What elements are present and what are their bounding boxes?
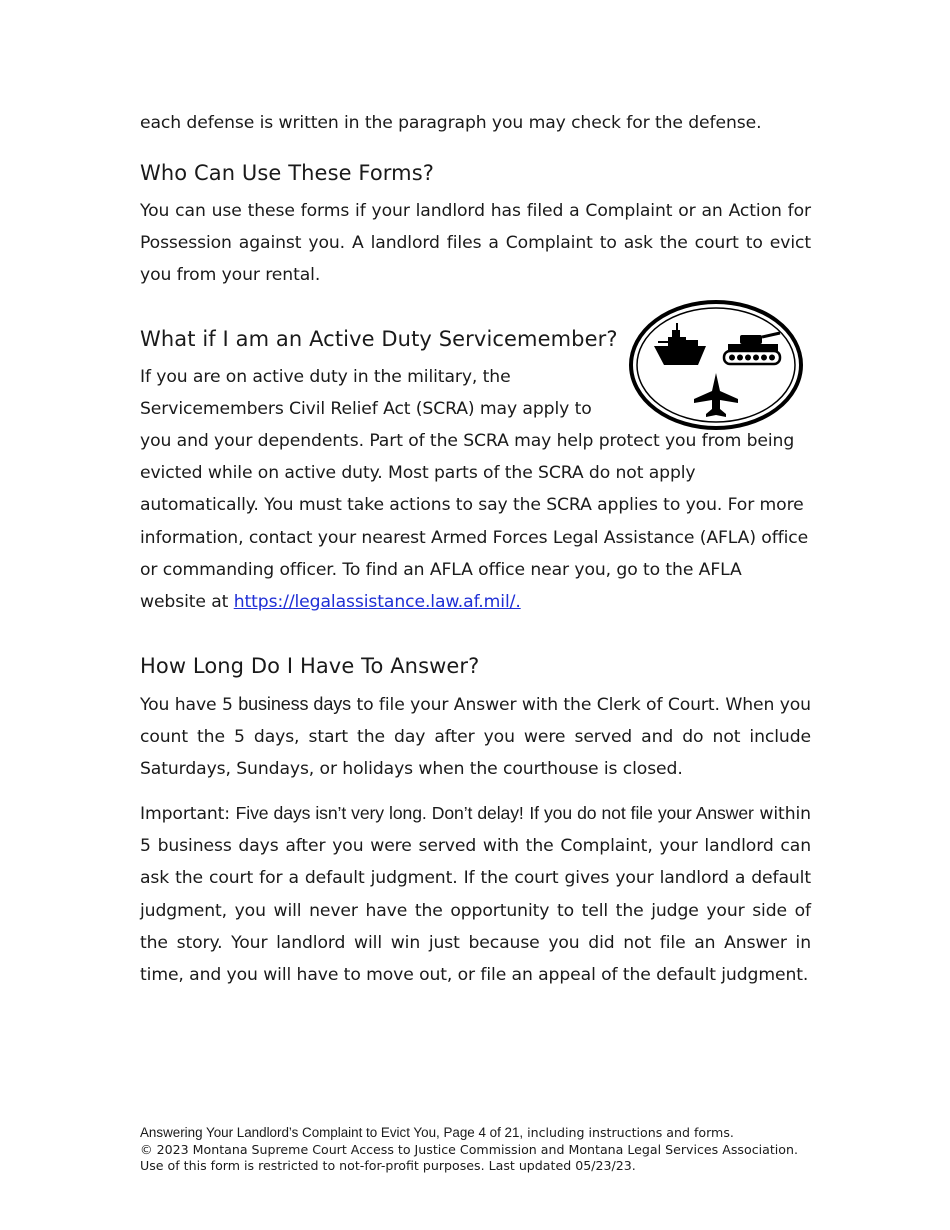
page-footer [140,1125,820,1175]
heading-who-can-use: Who Can Use These Forms? [140,161,435,185]
heading-active-duty: What if I am an Active Duty Servicemember? [140,327,618,351]
how-long-text-a: You have 5 [140,695,233,715]
how-long-text-c: to file your Answer with the Clerk of Court. When you count the 5 days, start the day after you were served and do not include Saturdays, Sundays, or holidays when the courthouse is closed. [140,695,811,780]
dont-delay-emphasis: Five days isn’t very long. Don’t delay! [235,803,524,823]
active-duty-line-2: Servicemembers Civil Relief Act (SCRA) may apply to [140,399,592,419]
footer-copyright: © 2023 Montana Supreme Court Access to Justice Commission and Montana Legal Services Association. Use of this form is restricted to not-for-profit purposes. Last updated 05/23/23. [140,1141,798,1173]
afla-website-link[interactable]: https://legalassistance.law.af.mil/. [233,592,521,613]
important-text-d: within 5 business days after you were served with the Complaint, your landlord can ask the court for a default judgment. If the court gives your landlord a default judgment, you will never have the opportunity to tell the judge your side of the story. Your landlord will win just because you did not file an Answer in time, and you will have to move out, or file an appeal of the default judgment. [140,804,811,986]
important-text-c: If you do not file your Answer [529,803,754,823]
how-long-paragraph [140,688,811,786]
active-duty-paragraph [140,425,811,618]
footer-page-info: Answering Your Landlord’s Complaint to Evict You, Page 4 of 21, [140,1125,524,1140]
important-label: Important: [140,804,230,824]
important-paragraph [140,797,811,991]
active-duty-body: you and your dependents. Part of the SCRA may help protect you from being evicted while on active duty. Most parts of the SCRA do not apply automatically. You must take actions to say the SCRA applies to you. For more information, contact your nearest Armed Forces Legal Assistance (AFLA) office or commanding officer. To find an AFLA office near you, go to the AFLA website at [140,431,809,613]
heading-how-long: How Long Do I Have To Answer? [140,654,480,678]
business-days-emphasis: business days [238,694,352,714]
military-emblem-icon [628,299,804,431]
active-duty-line-1: If you are on active duty in the military, the [140,367,511,387]
footer-line-1 [140,1125,820,1142]
footer-page-info-tail: including instructions and forms. [527,1125,734,1140]
intro-text: each defense is written in the paragraph you may check for the defense. [140,113,762,133]
who-can-use-paragraph: You can use these forms if your landlord has filed a Complaint or an Action for Possession against you. A landlord files a Complaint to ask the court to evict you from your rental. [140,201,811,286]
